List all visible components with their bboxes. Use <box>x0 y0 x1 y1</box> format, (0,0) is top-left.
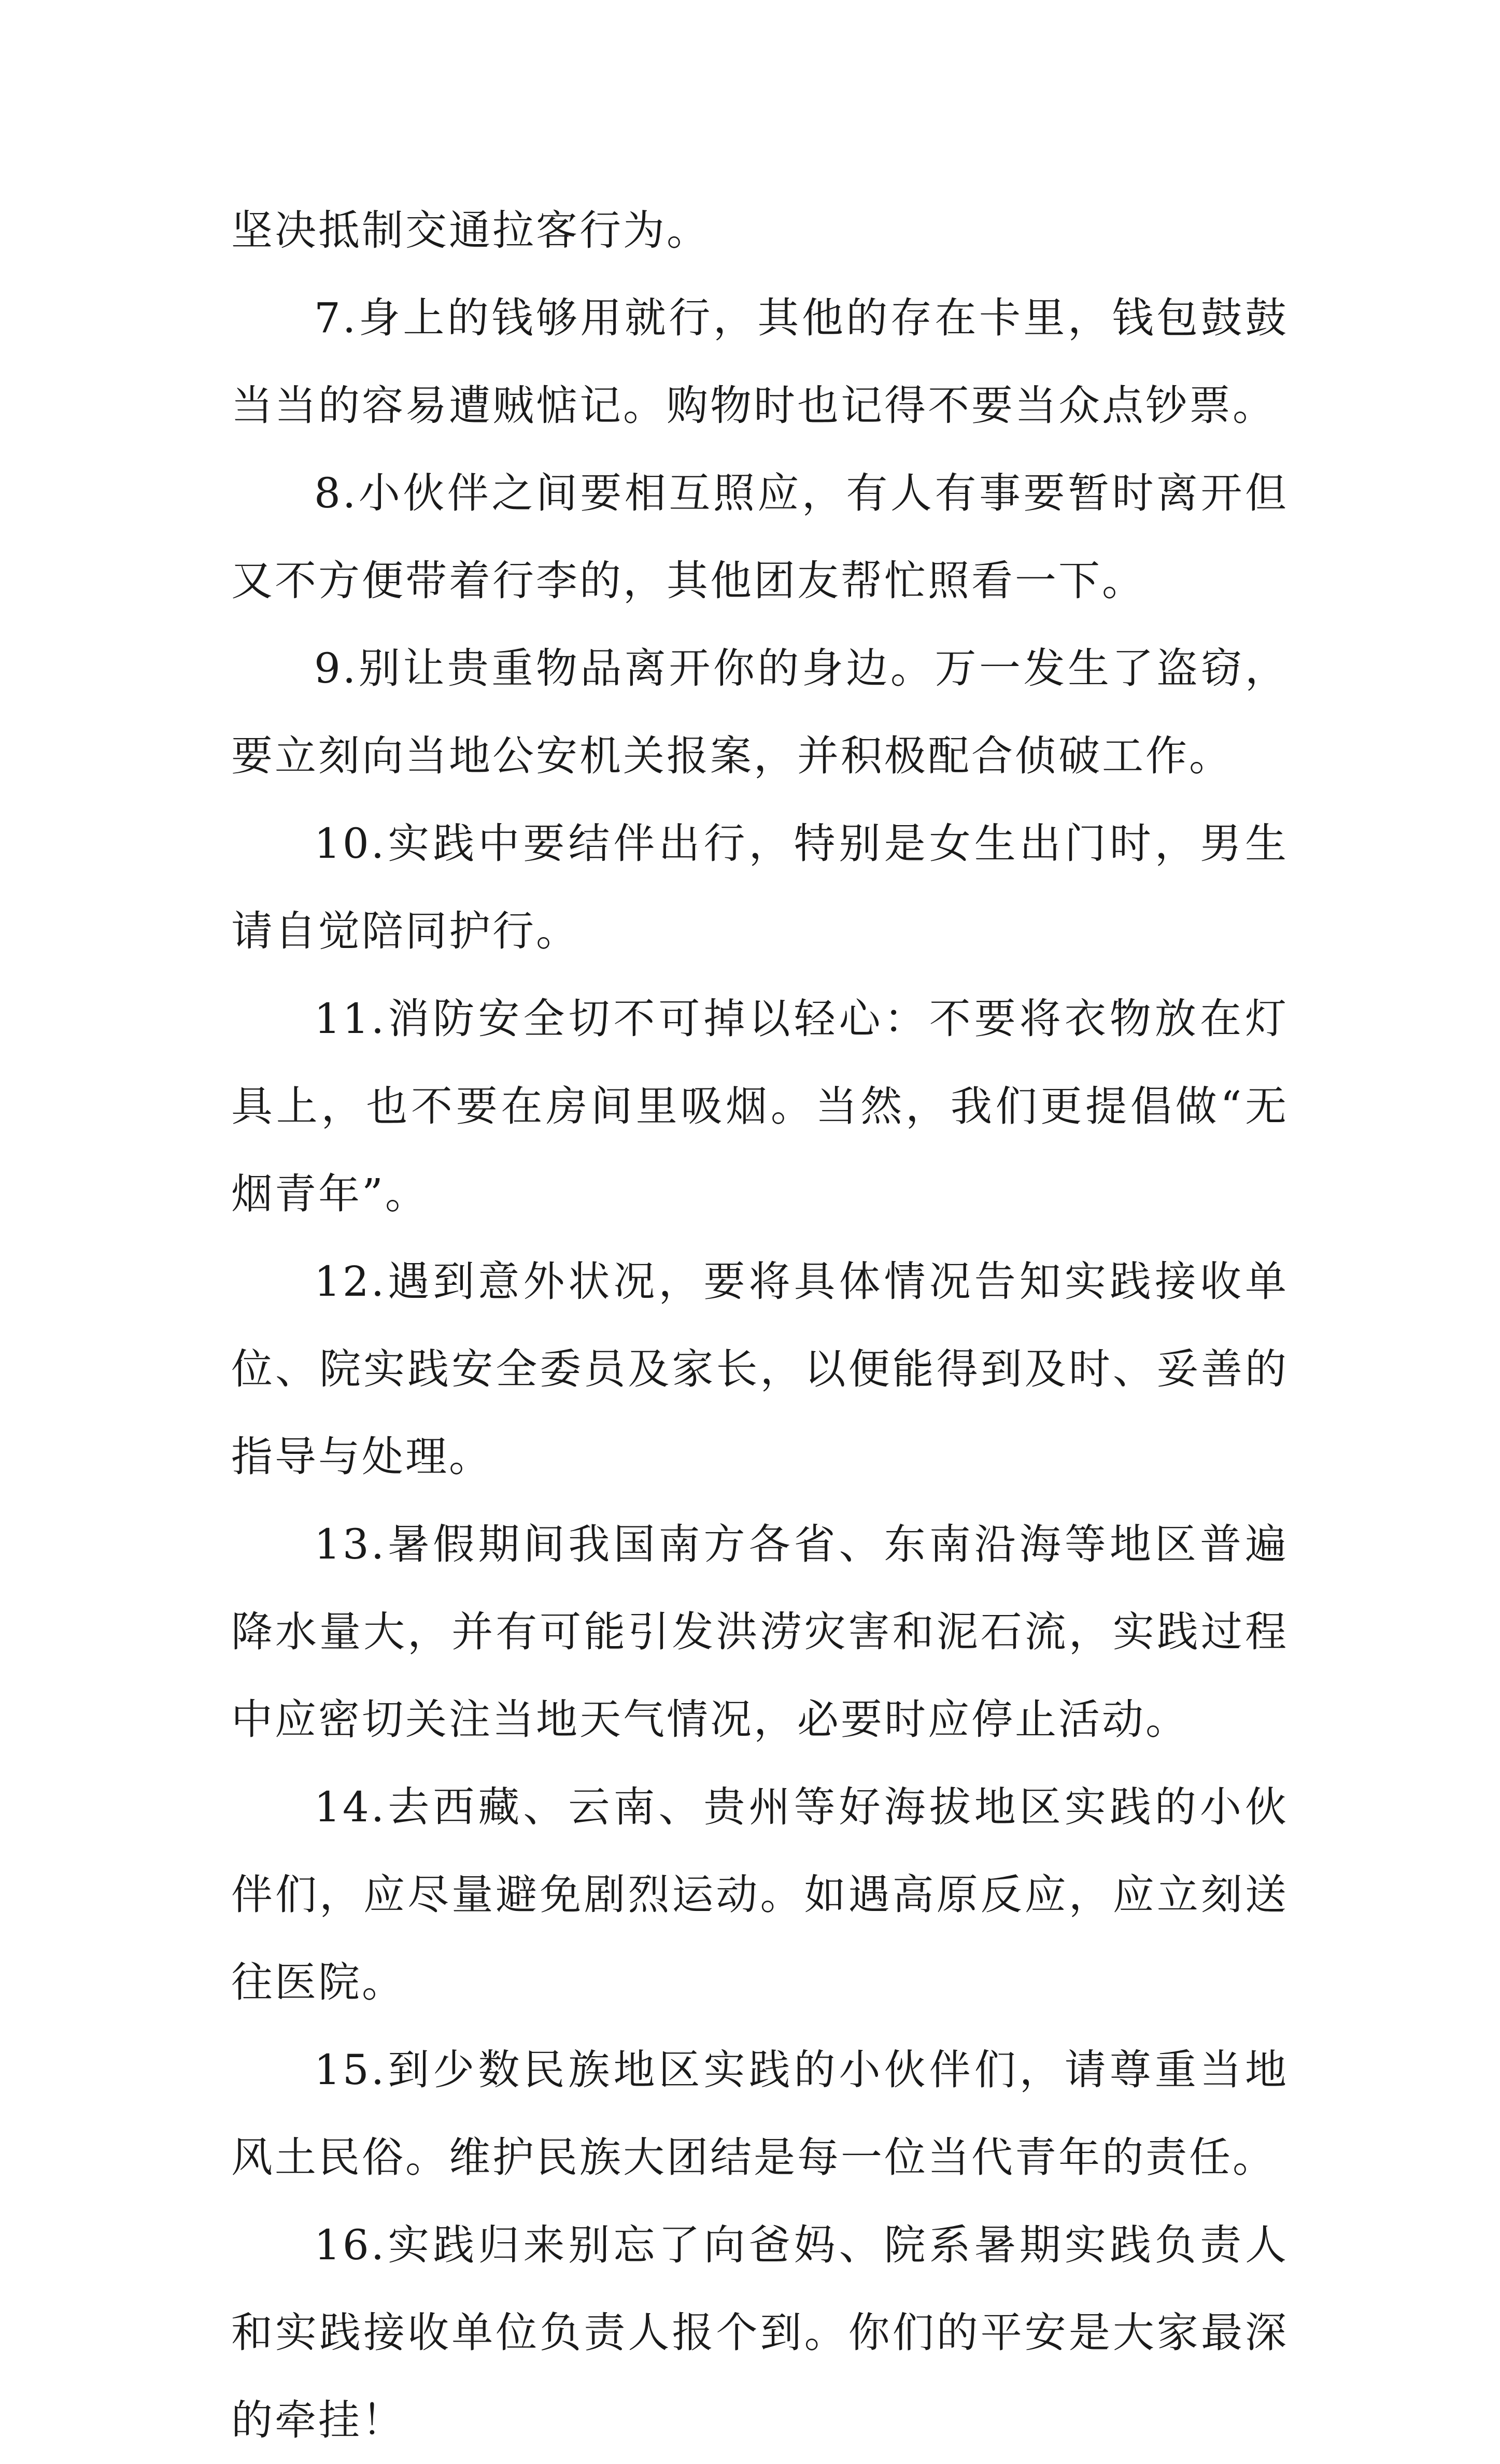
paragraph-item-13: 13.暑假期间我国南方各省、东南沿海等地区普遍降水量大，并有可能引发洪涝灾害和泥石流，实践过程中应密切关注当地天气情况，必要时应停止活动。 <box>231 1520 1289 1744</box>
paragraph-continuation: 坚决抵制交通拉客行为。 <box>231 206 710 254</box>
paragraph-item-12: 12.遇到意外状况，要将具体情况告知实践接收单位、院实践安全委员及家长，以便能得到及时、妥善的指导与处理。 <box>231 1257 1289 1481</box>
paragraph-item-16: 16.实践归来别忘了向爸妈、院系暑期实践负责人和实践接收单位负责人报个到。你们的平安是大家最深的牵挂！ <box>231 2221 1289 2444</box>
paragraph-item-10: 10.实践中要结伴出行，特别是女生出门时，男生请自觉陪同护行。 <box>231 819 1289 955</box>
paragraph-item-8: 8.小伙伴之间要相互照应，有人有事要暂时离开但又不方便带着行李的，其他团友帮忙照看一下。 <box>231 469 1289 605</box>
paragraph-item-15: 15.到少数民族地区实践的小伙伴们，请尊重当地风土民俗。维护民族大团结是每一位当代青年的责任。 <box>231 2046 1289 2182</box>
paragraph-item-14: 14.去西藏、云南、贵州等好海拔地区实践的小伙伴们，应尽量避免剧烈运动。如遇高原反应，应立刻送往医院。 <box>231 1783 1289 2006</box>
paragraph-item-11: 11.消防安全切不可掉以轻心：不要将衣物放在灯具上，也不要在房间里吸烟。当然，我们更提倡做“无烟青年”。 <box>231 995 1289 1218</box>
paragraph-item-7: 7.身上的钱够用就行，其他的存在卡里，钱包鼓鼓当当的容易遭贼惦记。购物时也记得不要当众点钞票。 <box>231 294 1289 430</box>
paragraph-item-9: 9.别让贵重物品离开你的身边。万一发生了盗窃，要立刻向当地公安机关报案，并积极配合侦破工作。 <box>231 644 1289 780</box>
document-body <box>231 187 1289 2464</box>
